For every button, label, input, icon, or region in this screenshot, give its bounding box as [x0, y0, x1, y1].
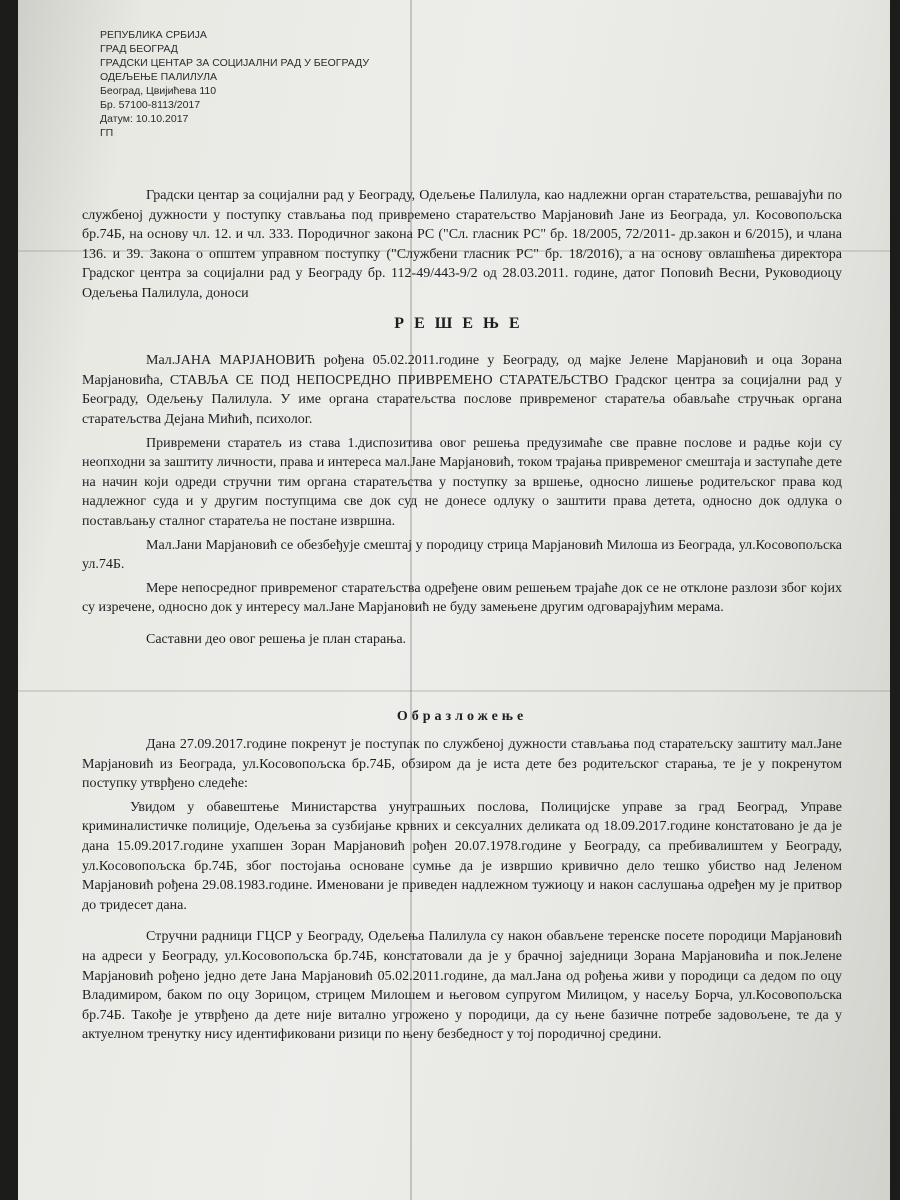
decision-paragraph: Мере непосредног привременог старатељства одређене овим решењем трајаће док се не отклоне разлози због којих су изречене, односно док у интересу мал.Јане Марјановић не буду замењене другим одговарајућим мерама. [82, 580, 842, 616]
decision-paragraph: Привремени старатељ из става 1.диспозитива овог решења предузимаће све правне послове и радње који су неопходни за заштиту личности, права и интереса мал.Јане Марјановић, током трајања привременог смештаја и заступаће дете на начин који одреди стручни тим органа старатељства у поступку за вршење, односно лишење родитељског права код надлежног суда и у другим поступцима све док суд не донесе одлуку о заштити права детета, односно док одлука о постављању сталног старатеља не постане извршна. [82, 435, 842, 529]
header-line: ГРАДСКИ ЦЕНТАР ЗА СОЦИЈАЛНИ РАД У БЕОГРАДУ [100, 57, 370, 69]
reasoning-paragraph: Дана 27.09.2017.године покренут је поступак по службеној дужности стављања под старатељску заштиту мал.Јане Марјановић из Београда, ул.Косовопољска бр.74Б, обзиром да је иста дете без родитељског старања, те је у покренутом поступку утврђено следеће: [82, 737, 842, 792]
header-line: ГРАД БЕОГРАД [100, 43, 178, 55]
reasoning-paragraph: Увидом у обавештење Министарства унутрашњих послова, Полицијске управе за град Београд, Управе криминалистичке полиције, Одељења за сузбијање крвних и сексуалних деликата од 18.09.2017.године констатовано је да је дана 15.09.2017.године ухапшен Зоран Марјановић рођен 20.07.1978.године у Београду, са пребивалиштем у Београду, ул.Косовопољска бр.74Б, због постојања основане сумње да је извршио кривично дело тешко убиство над Јеленом Марјановић рођена 29.08.1983.године. Именовани је приведен надлежном тужиоцу и након саслушања одређен му је притвор до тридесет дана. [82, 799, 842, 913]
reasoning-paragraph: Стручни радници ГЦСР у Београду, Одељења Палилула су након обављене теренске посете породици Марјановић на адреси у Београду, ул.Косовопољска бр.74Б, констатовали да је у брачној заједници Зорана Марјановића и пок.Јелене Марјановић рођено једно дете Јана Марјановић 05.02.2011.године, да мал.Јана од рођења живи у породици са дедом по оцу Владимиром, баком по оцу Зорицом, стрицем Милошем и његовом супругом Милицом, у насељу Борча, ул.Косовопољска бр.74Б. Такође је утврђено да дете није витално угрожено у породици, да су њене базичне потребе задовољене, те да у актуелном тренутку нису идентификовани ризици по њену безбедност у тој породичној средини. [82, 929, 842, 1043]
header-line: Бр. 57100-8113/2017 [100, 99, 201, 111]
header-line: Датум: 10.10.2017 [100, 113, 189, 125]
header-line: ГП [100, 127, 114, 139]
decision-paragraph: Мал.Јани Марјановић се обезбеђује смештај у породицу стрица Марјановић Милоша из Београда, ул.Косовопољска ул.74Б. [82, 537, 842, 573]
header-line: РЕПУБЛИКА СРБИЈА [100, 29, 207, 41]
document-body [82, 186, 842, 1045]
intro-paragraph: Градски центар за социјални рад у Београду, Одељење Палилула, као надлежни орган старатељства, решавајући по службеној дужности у поступку стављања под привремено старатељство Марјановић Јане из Београда, ул. Косовопољска бр.74Б, на основу чл. 12. и чл. 333. Породичног закона РС ("Сл. гласник РС" бр. 18/2005, 72/2011- др.закон и 6/2015), и члана 136. и 39. Закона о општем управном поступку ("Службени гласник РС" бр. 18/2016), а на основу овлашћења директора Градског центра за социјални рад у Београду бр. 112-49/443-9/2 од 28.03.2011. године, датог Поповић Весни, Руководиоцу Одељења Палилула, доноси [82, 188, 842, 301]
document-header [100, 28, 520, 140]
header-line: ОДЕЉЕЊЕ ПАЛИЛУЛА [100, 71, 218, 83]
decision-paragraph: Мал.ЈАНА МАРЈАНОВИЋ рођена 05.02.2011.године у Београду, од мајке Јелене Марјановић и оца Зорана Марјановића, СТАВЉА СЕ ПОД НЕПОСРЕДНО ПРИВРЕМЕНО СТАРАТЕЉСТВО Градског центра за социјални рад у Београду, Одељењу Палилула. У име органа старатељства послове привременог старатеља обављаће стручњак органа старатељства Дејана Мићић, психолог. [82, 353, 842, 427]
document-sheet [18, 0, 890, 1200]
decision-title: РЕШЕЊЕ [394, 314, 530, 332]
reasoning-title: Образложење [396, 709, 528, 725]
header-line: Београд, Цвијићева 110 [100, 85, 217, 97]
decision-paragraph: Саставни део овог решења је план старања. [146, 631, 407, 647]
